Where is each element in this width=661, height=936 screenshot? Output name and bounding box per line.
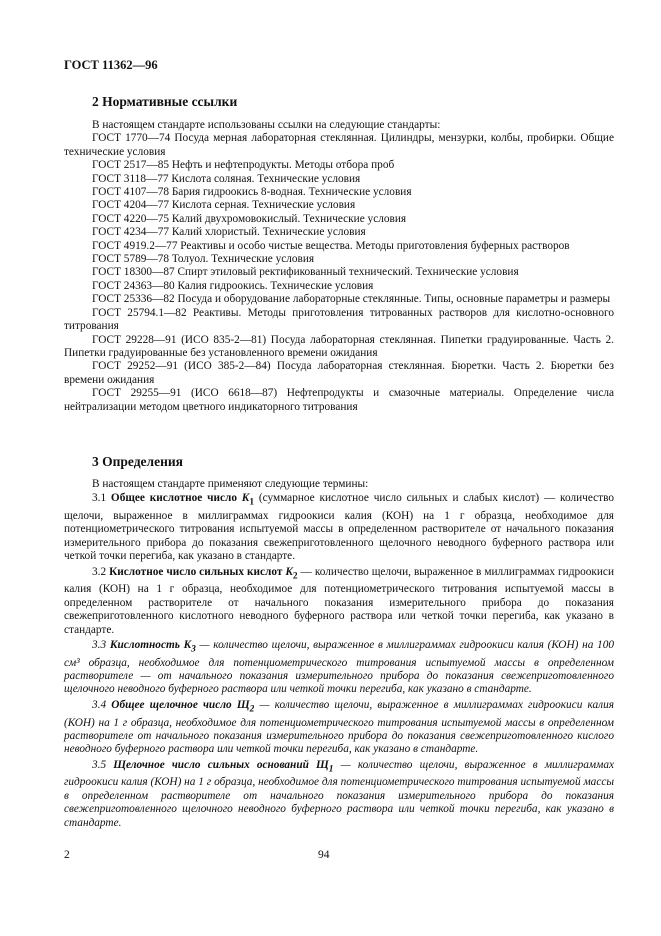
definition-3-3 <box>64 639 614 697</box>
reference-item: ГОСТ 29255—91 (ИСО 6618—87) Нефтепродукты и смазочные материалы. Определение числа нейтрализации методом цветного индикаторного титрования <box>64 387 614 413</box>
page-number: 94 <box>318 849 330 861</box>
definition-symbol-subscript: 1 <box>328 763 334 774</box>
definition-text: — количество щелочи, выраженное в миллиграммах гидроокиси калия (КОН) на 1 г образца, необходимое для потенциометрического титрования испытуемой массы в определенном растворителе от начального показания измерительного прибора до показания свежеприготовленного кислотного неводного буферного раствора или четкой точки перегиба, как указано в стандарте. <box>64 565 614 636</box>
definition-3-2 <box>64 566 614 637</box>
definition-symbol-subscript: 2 <box>292 570 298 581</box>
definitions-block <box>64 478 614 830</box>
definition-symbol-subscript: 3 <box>191 644 196 655</box>
definition-term: Щелочное число сильных оснований <box>113 758 317 771</box>
reference-item: ГОСТ 18300—87 Спирт этиловый ректификованный технический. Технические условия <box>92 266 519 279</box>
definition-text: (суммарное кислотное число сильных и слабых кислот) — количество щелочи, выраженное в миллиграммах гидроокиси калия (КОН) на 1 г образца, необходимое для потенциометрического титрования испытуемой массы в определенном растворителе от начального показания измерительного прибора до показания свежеприготовленного щелочного неводного буферного раствора или четкой точки перегиба, как указано в стандарте. <box>64 492 614 563</box>
section-title-definitions: 3 Определения <box>92 454 183 469</box>
definition-symbol: K <box>285 565 293 578</box>
reference-item: ГОСТ 25794.1—82 Реактивы. Методы приготовления титрованных растворов для кислотно-основного титрования <box>64 306 614 333</box>
footer-left-number: 2 <box>64 849 70 861</box>
definition-text: — количество щелочи, выраженное в миллиграммах гидроокиси калия (КОН) на 100 см³ образца, необходимое для потенциометрического титрования испытуемой массы в определенном растворителе — от начального показания измерительного прибора до показания свежеприготовленного щелочного неводного буферного раствора или четкой точки перегиба, как указано в стандарте. <box>64 638 614 696</box>
reference-item: ГОСТ 5789—78 Толуол. Технические условия <box>92 253 315 266</box>
definition-term: Кислотное число сильных кислот <box>109 565 286 578</box>
reference-item: ГОСТ 2517—85 Нефть и нефтепродукты. Методы отбора проб <box>92 159 395 172</box>
reference-item: ГОСТ 1770—74 Посуда мерная лабораторная стеклянная. Цилиндры, мензурки, колбы, пробирки. Общие технические условия <box>64 132 614 158</box>
reference-item: ГОСТ 24363—80 Калия гидроокись. Технические условия <box>92 279 374 292</box>
definitions-intro: В настоящем стандарте применяют следующие термины: <box>92 478 369 490</box>
section-title-references: 2 Нормативные ссылки <box>92 94 238 109</box>
definition-symbol: Щ <box>236 698 250 711</box>
reference-item: ГОСТ 4204—77 Кислота серная. Технические условия <box>92 199 356 212</box>
definition-number: 3.3 <box>92 638 110 651</box>
reference-item: ГОСТ 25336—82 Посуда и оборудование лабораторные стеклянные. Типы, основные параметры и размеры <box>92 293 611 306</box>
reference-item: ГОСТ 3118—77 Кислота соляная. Технические условия <box>92 172 361 185</box>
definition-number: 3.1 <box>92 492 111 505</box>
references-block <box>64 119 614 414</box>
definition-number: 3.2 <box>92 565 110 578</box>
definition-symbol: K <box>241 492 250 505</box>
definition-text: — количество щелочи, выраженное в миллиграммах гидроокиси калия (КОН) на 1 г образца, необходимое для потенциометрического титрования испытуемой массы в определенном растворителе от начального показания измерительного прибора до показания свежеприготовленного щелочного неводного буферного раствора или четкой точки перегиба, как указано в стандарте. <box>64 758 614 829</box>
definition-term: Общее кислотное число <box>110 492 242 505</box>
definition-symbol: Щ <box>316 758 329 771</box>
references-intro: В настоящем стандарте использованы ссылки на следующие стандарты: <box>92 119 441 131</box>
document-header: ГОСТ 11362—96 <box>64 58 158 72</box>
reference-item: ГОСТ 4919.2—77 Реактивы и особо чистые вещества. Методы приготовления буферных растворов <box>92 239 570 252</box>
definition-3-4 <box>64 699 614 757</box>
definition-number: 3.4 <box>92 698 112 711</box>
definition-symbol-subscript: 2 <box>249 704 255 715</box>
reference-item: ГОСТ 4220—75 Калий двухромовокислый. Технические условия <box>92 212 407 225</box>
definition-3-1 <box>64 492 614 563</box>
definition-number: 3.5 <box>92 758 114 771</box>
definition-term: Кислотность <box>109 638 184 651</box>
definition-symbol-subscript: 1 <box>249 497 255 508</box>
definition-3-5 <box>64 759 614 830</box>
reference-item: ГОСТ 29228—91 (ИСО 835-2—81) Посуда лабораторная стеклянная. Пипетки градуированные. Часть 2. Пипетки градуированные без установленного времени ожидания <box>64 333 614 359</box>
definition-term: Общее щелочное число <box>111 698 237 711</box>
reference-item: ГОСТ 29252—91 (ИСО 385-2—84) Посуда лабораторная стеклянная. Бюретки. Часть 2. Бюретки без времени ожидания <box>64 360 614 386</box>
definition-symbol: K <box>183 638 192 651</box>
reference-item: ГОСТ 4107—78 Бария гидроокись 8-водная. Технические условия <box>92 186 412 199</box>
definition-text: — количество щелочи, выраженное в миллиграммах гидроокиси калия (КОН) на 1 г образца, необходимое для потенциометрического титрования испытуемой массы в определенном растворителе от начального показания измерительного прибора до показания свежеприготовленного кислого неводного буферного раствора или четкой точки перегиба, как указано в стандарте. <box>64 698 614 756</box>
reference-item: ГОСТ 4234—77 Калий хлористый. Технические условия <box>92 226 366 239</box>
